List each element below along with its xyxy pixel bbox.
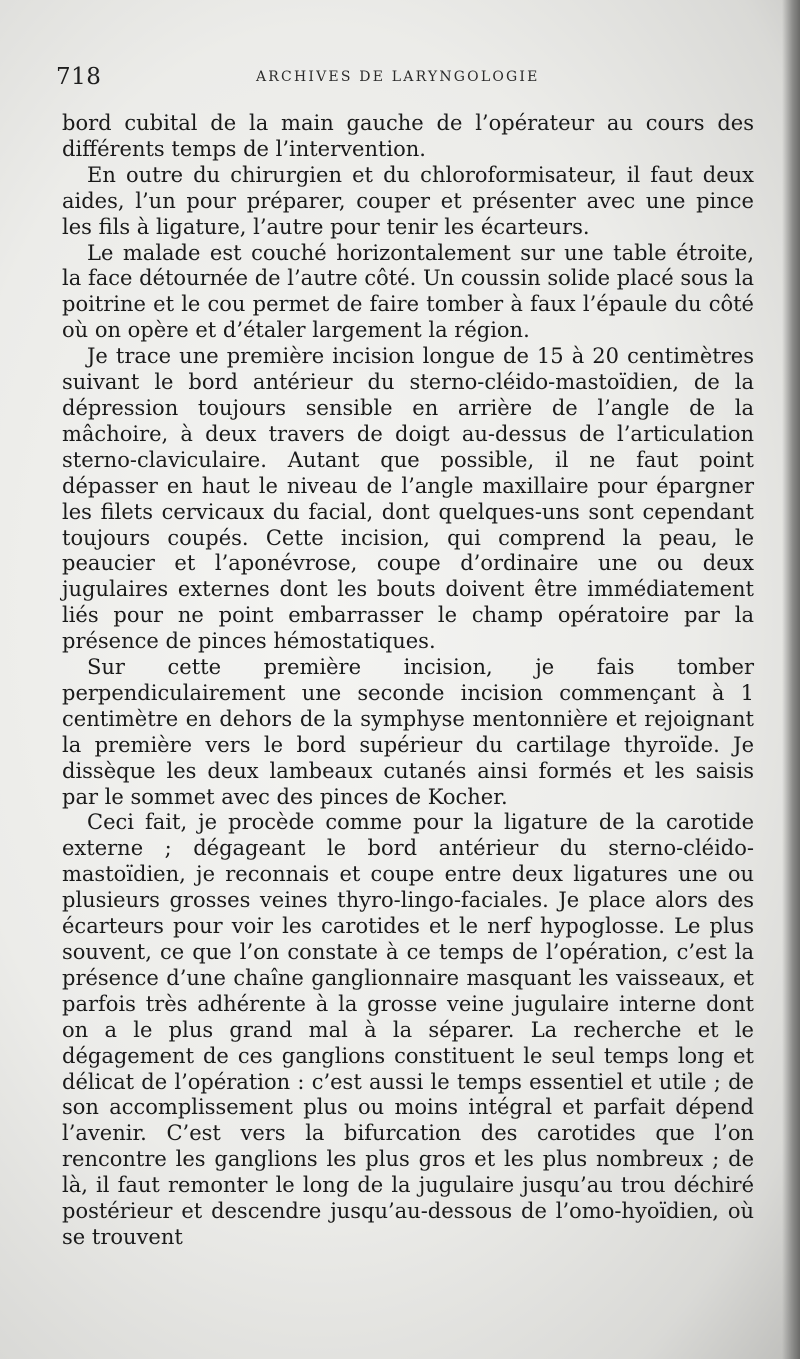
page-number: 718	[56, 64, 102, 90]
running-head: ARCHIVES DE LARYNGOLOGIE	[256, 69, 540, 85]
page-edge-shadow	[782, 0, 800, 1359]
paragraph: bord cubital de la main gauche de l’opérateur au cours des différents temps de l’intervention.	[62, 111, 754, 161]
page-header	[56, 64, 756, 94]
body-text	[62, 111, 754, 1251]
paragraph: Ceci fait, je procède comme pour la ligature de la carotide externe ; dégageant le bord antérieur du sterno-cléido-mastoïdien, je reconnais et coupe entre deux ligatures une ou plusieurs grosses veines thyro-lingo-faciales. Je place alors des écarteurs pour voir les carotides et le nerf hypoglosse. Le plus souvent, ce que l’on constate à ce temps de l’opération, c’est la présence d’une chaîne ganglionnaire masquant les vaisseaux, et parfois très adhérente à la grosse veine jugulaire interne dont on a le plus grand mal à la séparer. La recherche et le dégagement de ces ganglions constituent le seul temps long et délicat de l’opération : c’est aussi le temps essentiel et utile ; de son accomplissement plus ou moins intégral et parfait dépend l’avenir. C’est vers la bifurcation des carotides que l’on rencontre les ganglions les plus gros et les plus nombreux ; de là, il faut remonter le long de la jugulaire jusqu’au trou déchiré postérieur et descendre jusqu’au-dessous de l’omo-hyoïdien, où se trouvent	[62, 810, 754, 1249]
paragraph: Le malade est couché horizontalement sur une table étroite, la face détournée de l’autre côté. Un coussin solide placé sous la poitrine et le cou permet de faire tomber à faux l’épaule du côté où on opère et d’étaler largement la région.	[62, 240, 754, 343]
paragraph: En outre du chirurgien et du chloroformisateur, il faut deux aides, l’un pour préparer, couper et présenter avec une pince les fils à ligature, l’autre pour tenir les écarteurs.	[62, 162, 754, 239]
paragraph: Je trace une première incision longue de 15 à 20 centimètres suivant le bord antérieur du sterno-cléido-mastoïdien, de la dépression toujours sensible en arrière de l’angle de la mâchoire, à deux travers de doigt au-dessus de l’articulation sterno-claviculaire. Autant que possible, il ne faut point dépasser en haut le niveau de l’angle maxillaire pour épargner les filets cervicaux du facial, dont quelques-uns sont cependant toujours coupés. Cette incision, qui comprend la peau, le peaucier et l’aponévrose, coupe d’ordinaire une ou deux jugulaires externes dont les bouts doivent être immédiatement liés pour ne point embarrasser le champ opératoire par la présence de pinces hémostatiques.	[62, 344, 754, 654]
paragraph: Sur cette première incision, je fais tomber perpendiculairement une seconde incision commençant à 1 centimètre en dehors de la symphyse mentonnière et rejoignant la première vers le bord supérieur du cartilage thyroïde. Je dissèque les deux lambeaux cutanés ainsi formés et les saisis par le sommet avec des pinces de Kocher.	[62, 655, 754, 809]
